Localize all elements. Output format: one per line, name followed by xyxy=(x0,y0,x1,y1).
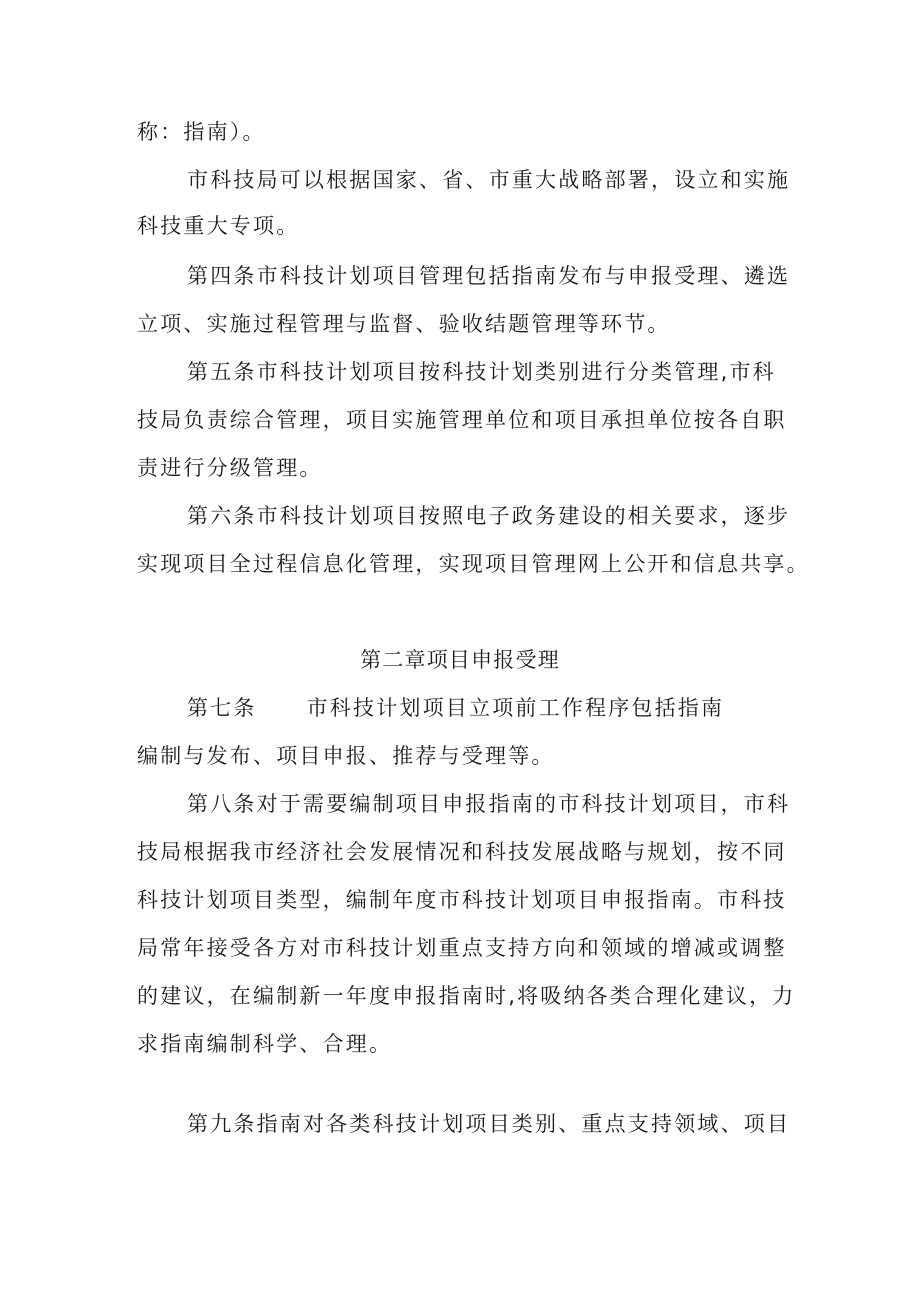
text-line: 求指南编制科学、合理。 xyxy=(137,1032,393,1056)
text-line: 第八条对于需要编制项目申报指南的市科技计划项目，市科 xyxy=(187,792,791,816)
text-line: 第四条市科技计划项目管理包括指南发布与申报受理、遴选 xyxy=(187,264,791,288)
text-line: 科技重大专项。 xyxy=(137,214,300,238)
text-line: 市科技局可以根据国家、省、市重大战略部署，设立和实施 xyxy=(187,168,791,192)
article-7-label: 第七条 xyxy=(187,696,257,720)
text-line: 第九条指南对各类科技计划项目类别、重点支持领域、项目 xyxy=(187,1112,791,1136)
text-line: 局常年接受各方对市科技计划重点支持方向和领域的增减或调整 xyxy=(137,936,787,960)
text-line: 立项、实施过程管理与监督、验收结题管理等环节。 xyxy=(137,312,671,336)
article-7-first-line xyxy=(187,694,724,722)
text-line: 实现项目全过程信息化管理，实现项目管理网上公开和信息共享。 xyxy=(137,552,810,576)
text-line: 技局负责综合管理，项目实施管理单位和项目承担单位按各自职 xyxy=(137,408,787,432)
text-line: 科技计划项目类型，编制年度市科技计划项目申报指南。市科技 xyxy=(137,888,787,912)
chapter-heading: 第二章项目申报受理 xyxy=(360,648,560,672)
article-7-text: 市科技计划项目立项前工作程序包括指南 xyxy=(306,696,725,720)
text-line: 技局根据我市经济社会发展情况和科技发展战略与规划，按不同 xyxy=(137,840,787,864)
text-line: 责进行分级管理。 xyxy=(137,456,323,480)
text-line: 第六条市科技计划项目按照电子政务建设的相关要求，逐步 xyxy=(187,504,791,528)
text-line: 第五条市科技计划项目按科技计划类别进行分类管理,市科 xyxy=(187,360,776,384)
text-line: 编制与发布、项目申报、推荐与受理等。 xyxy=(137,744,555,768)
text-line: 称：指南）。 xyxy=(137,120,266,144)
text-line: 的建议，在编制新一年度申报指南时,将吸纳各类合理化建议，力 xyxy=(137,984,796,1008)
